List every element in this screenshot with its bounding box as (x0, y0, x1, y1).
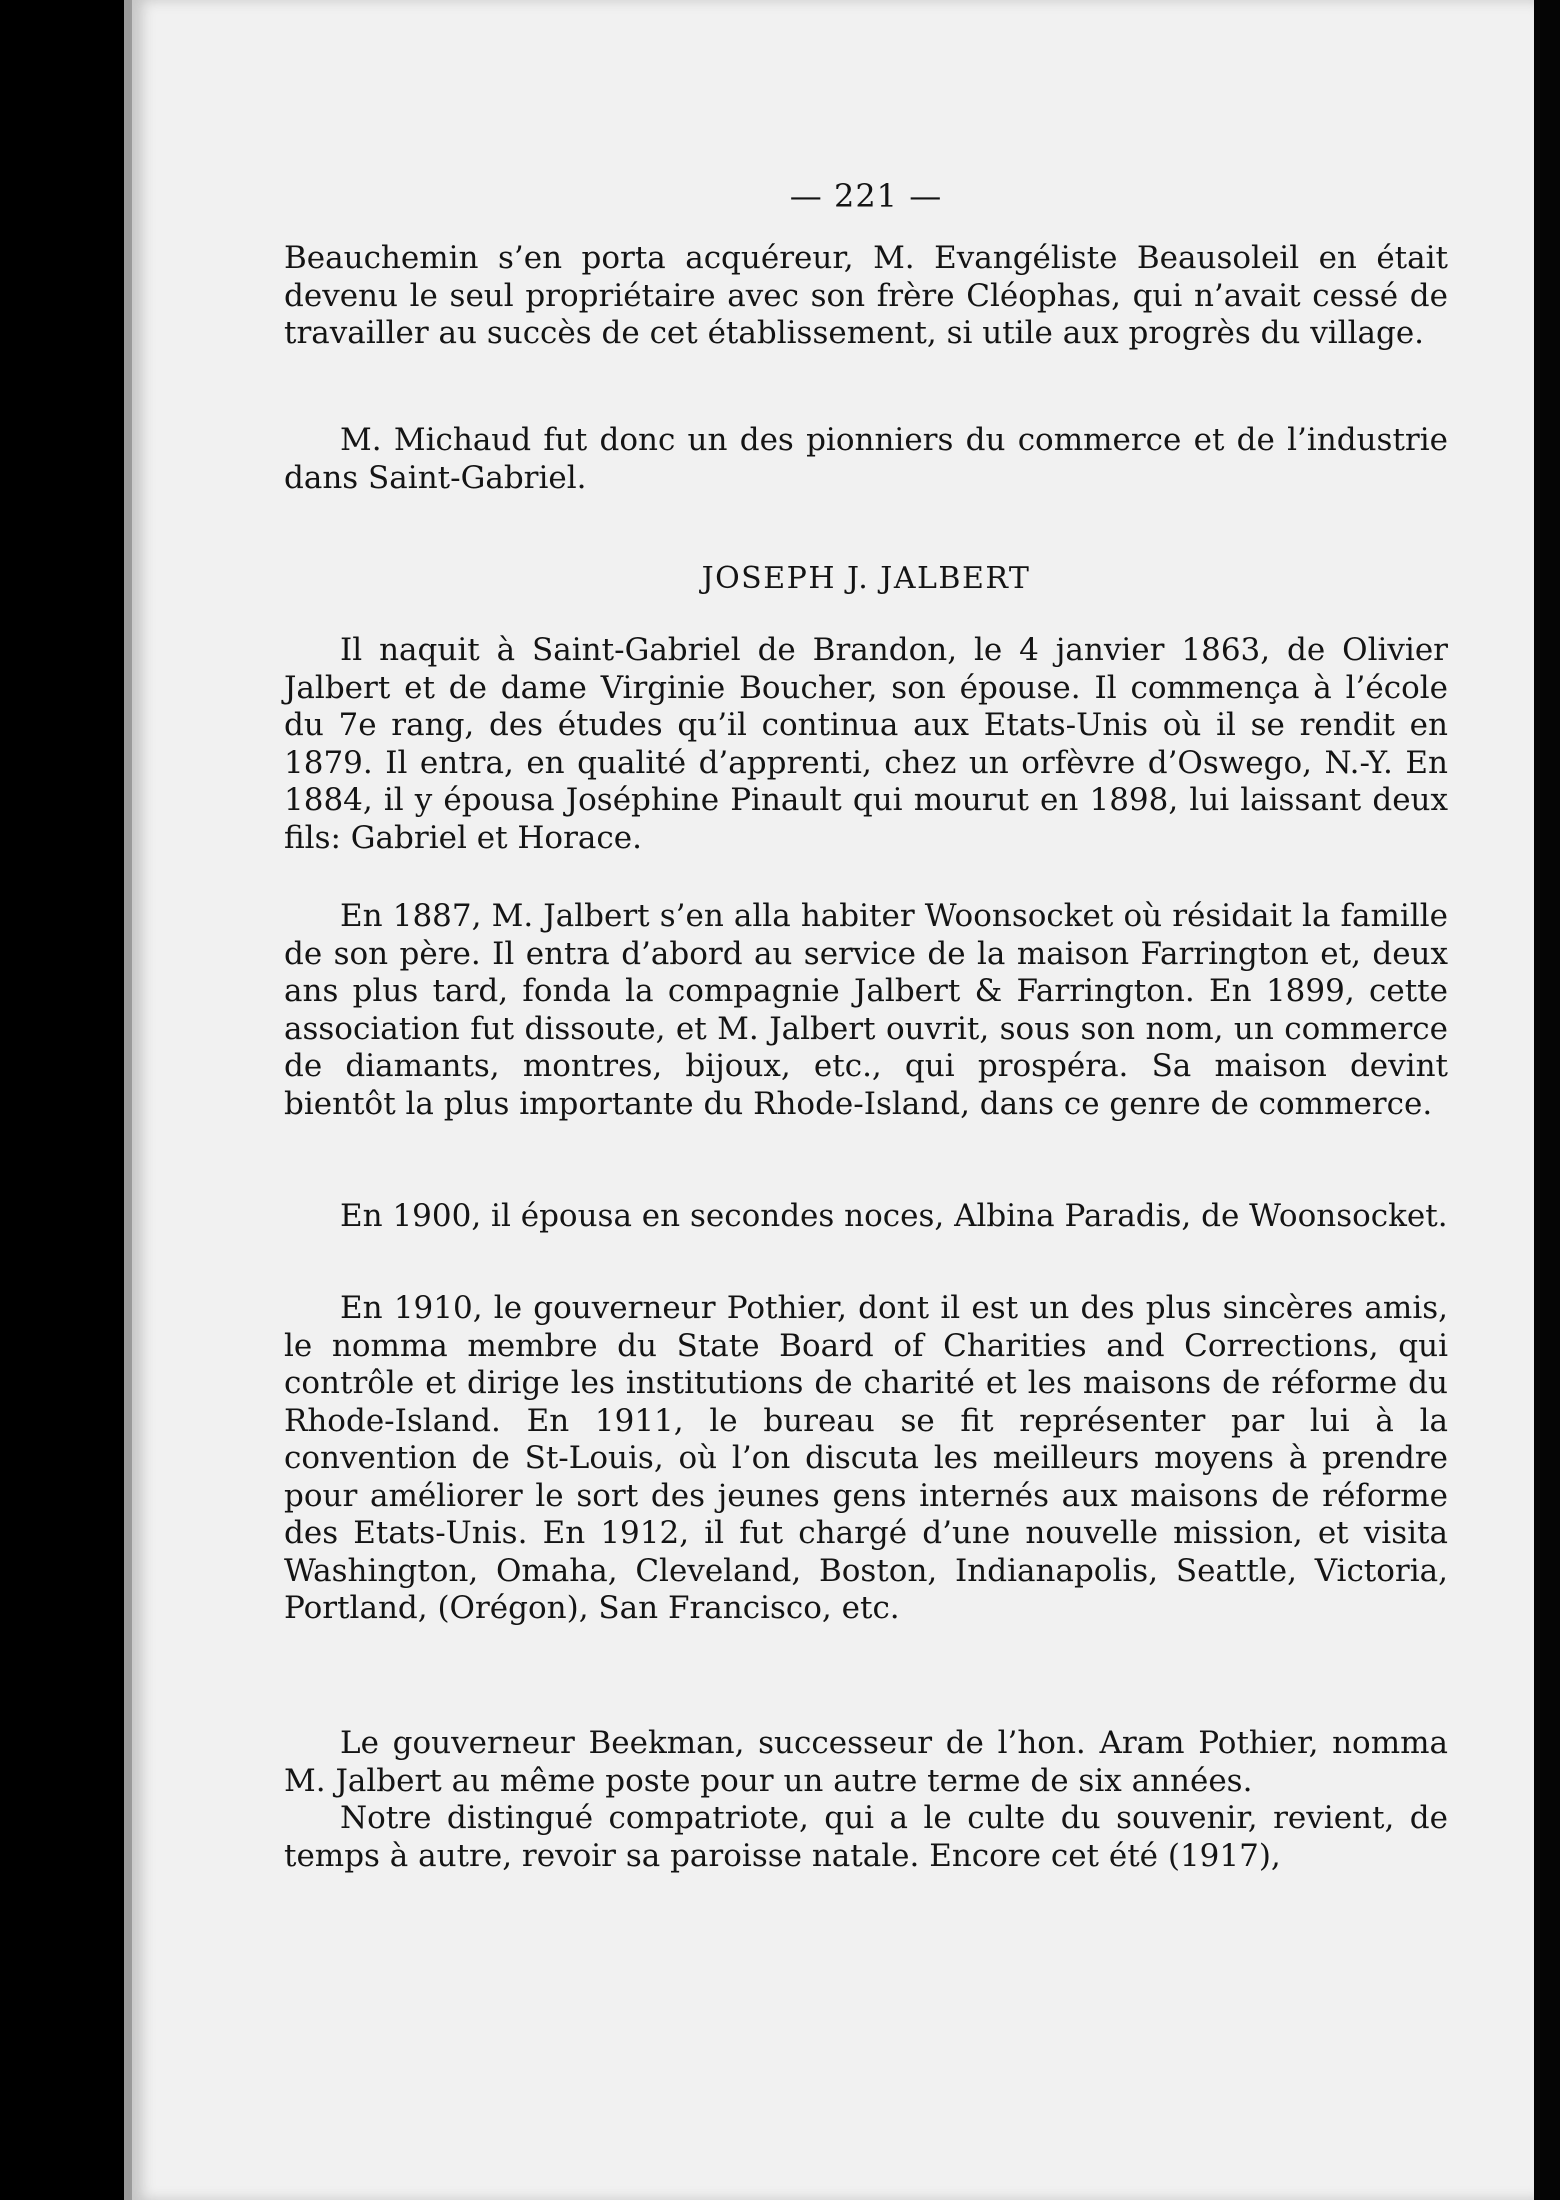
scanned-page (132, 0, 1534, 2200)
section-heading: JOSEPH J. JALBERT (701, 561, 1031, 596)
paragraph-michaud: M. Michaud fut donc un des pionniers du commerce et de l’industrie dans Saint-Gabriel. (284, 422, 1448, 496)
paragraph-second-marriage: En 1900, il épousa en secondes noces, Albina Paradis, de Woonsocket. (340, 1198, 1448, 1234)
paragraph-birth: Il naquit à Saint-Gabriel de Brandon, le 4 janvier 1863, de Olivier Jalbert et de dame Virginie Boucher, son épouse. Il commença à l’école du 7e rang, des études qu’il continua aux Etats-Unis où il se rendit en 1879. Il entra, en qualité d’apprenti, chez un orfèvre d’Oswego, N.-Y. En 1884, il y épousa Joséphine Pinault qui mourut en 1898, lui laissant deux fils: Gabriel et Horace. (284, 632, 1448, 856)
paragraph-beekman: Le gouverneur Beekman, successeur de l’hon. Aram Pothier, nomma M. Jalbert au même poste pour un autre terme de six années. (284, 1725, 1448, 1799)
scan-border (1534, 0, 1560, 2200)
page-number: — 221 — (789, 177, 943, 215)
paragraph-state-board: En 1910, le gouverneur Pothier, dont il est un des plus sincères amis, le nomma membre du State Board of Charities and Corrections, qui contrôle et dirige les institutions de charité et les maisons de réforme du Rhode-Island. En 1911, le bureau se fit représenter par lui à la convention de St-Louis, où l’on discuta les meilleurs moyens à prendre pour améliorer le sort des jeunes gens internés aux maisons de réforme des Etats-Unis. En 1912, il fut chargé d’une nouvelle mission, et visita Washington, Omaha, Cleveland, Boston, Indianapolis, Seattle, Victoria, Portland, (Orégon), San Francisco, etc. (284, 1290, 1448, 1626)
paragraph-beauchemin: Beauchemin s’en porta acquéreur, M. Evangéliste Beausoleil en était devenu le seul propriétaire avec son frère Cléophas, qui n’avait cessé de travailler au succès de cet établissement, si utile aux progrès du village. (284, 240, 1448, 351)
paragraph-woonsocket: En 1887, M. Jalbert s’en alla habiter Woonsocket où résidait la famille de son père. Il entra d’abord au service de la maison Farrington et, deux ans plus tard, fonda la compagnie Jalbert & Farrington. En 1899, cette association fut dissoute, et M. Jalbert ouvrit, sous son nom, un commerce de diamants, montres, bijoux, etc., qui prospéra. Sa maison devint bientôt la plus importante du Rhode-Island, dans ce genre de commerce. (284, 898, 1448, 1122)
paragraph-compatriot: Notre distingué compatriote, qui a le culte du souvenir, revient, de temps à autre, revoir sa paroisse natale. Encore cet été (1917), (284, 1800, 1448, 1874)
